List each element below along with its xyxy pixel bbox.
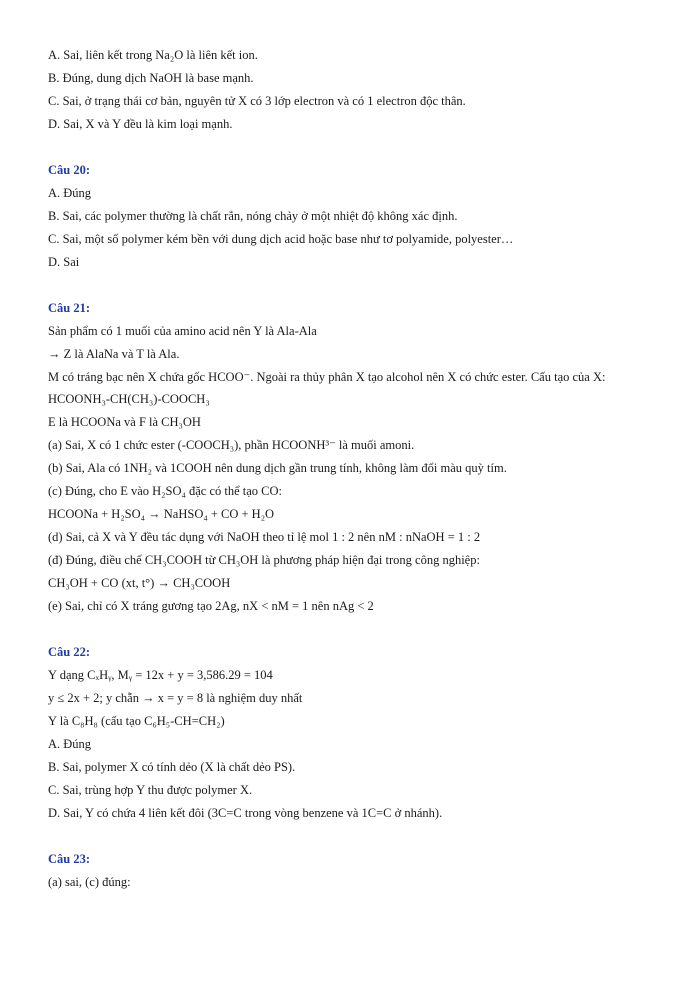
q21-statement-c: (c) Đúng, cho E vào H₂SO₄ đặc có thể tạo CO:	[48, 484, 283, 498]
q22-line: y ≤ 2x + 2; y chẵn → x = y = 8 là nghiệm duy nhất	[48, 691, 303, 705]
q20-option-b: B. Sai, các polymer thường là chất rắn, nóng chảy ở một nhiệt độ không xác định.	[48, 209, 458, 223]
q22-option-b: B. Sai, polymer X có tính dẻo (X là chất dẻo PS).	[48, 760, 296, 774]
q21-line: M có tráng bạc nên X chứa gốc HCOO⁻. Ngoài ra thủy phân X tạo alcohol nên X có chức ester. Cấu tạo của X:	[48, 370, 606, 384]
q20-section	[48, 159, 648, 274]
q22-section	[48, 641, 648, 825]
q22-option-a: A. Đúng	[48, 737, 92, 751]
q21-line: Sản phẩm có 1 muối của amino acid nên Y là Ala-Ala	[48, 324, 317, 338]
q21-statement-d: (d) Sai, cả X và Y đều tác dụng với NaOH theo tỉ lệ mol 1 : 2 nên nM : nNaOH = 1 : 2	[48, 530, 481, 544]
q20-option-d: D. Sai	[48, 255, 80, 269]
q21-statement-e: (e) Sai, chỉ có X tráng gương tạo 2Ag, nX < nM = 1 nên nAg < 2	[48, 599, 374, 613]
q21-section	[48, 297, 648, 618]
q21-line: → Z là AlaNa và T là Ala.	[48, 347, 180, 361]
q19-option-c: C. Sai, ở trạng thái cơ bản, nguyên tử X có 3 lớp electron và có 1 electron độc thân.	[48, 94, 466, 108]
q20-heading: Câu 20:	[48, 163, 91, 177]
q22-line: Y là C₈H₈ (cấu tạo C₆H₅-CH=CH₂)	[48, 714, 225, 728]
q21-line: E là HCOONa và F là CH₃OH	[48, 415, 201, 429]
document-page	[48, 44, 648, 894]
q21-equation: CH₃OH + CO (xt, t°) → CH₃COOH	[48, 576, 231, 590]
q19-option-b: B. Đúng, dung dịch NaOH là base mạnh.	[48, 71, 254, 85]
q22-heading: Câu 22:	[48, 645, 91, 659]
q21-formula-x: HCOONH₃-CH(CH₃)-COOCH₃	[48, 392, 210, 406]
q22-option-c: C. Sai, trùng hợp Y thu được polymer X.	[48, 783, 253, 797]
q21-statement-b: (b) Sai, Ala có 1NH₂ và 1COOH nên dung dịch gần trung tính, không làm đổi màu quỳ tím.	[48, 461, 507, 475]
q20-option-a: A. Đúng	[48, 186, 92, 200]
q20-option-c: C. Sai, một số polymer kém bền với dung dịch acid hoặc base như tơ polyamide, polyester…	[48, 232, 514, 246]
q22-option-d: D. Sai, Y có chứa 4 liên kết đôi (3C=C trong vòng benzene và 1C=C ở nhánh).	[48, 806, 443, 820]
q21-statement-a: (a) Sai, X có 1 chức ester (-COOCH₃), phần HCOONH³⁻ là muối amoni.	[48, 438, 415, 452]
q23-heading: Câu 23:	[48, 852, 91, 866]
q19-option-d: D. Sai, X và Y đều là kim loại mạnh.	[48, 117, 233, 131]
q19-section	[48, 44, 648, 136]
q22-line: Y dạng CₓHᵧ, Mᵧ = 12x + y = 3,586.29 = 104	[48, 668, 273, 682]
q21-statement-dd: (đ) Đúng, điều chế CH₃COOH từ CH₃OH là phương pháp hiện đại trong công nghiệp:	[48, 553, 480, 567]
q21-equation: HCOONa + H₂SO₄ → NaHSO₄ + CO + H₂O	[48, 507, 275, 521]
q23-line: (a) sai, (c) đúng:	[48, 875, 131, 889]
q23-section	[48, 848, 648, 894]
q21-heading: Câu 21:	[48, 301, 91, 315]
q19-option-a: A. Sai, liên kết trong Na₂O là liên kết ion.	[48, 48, 258, 62]
